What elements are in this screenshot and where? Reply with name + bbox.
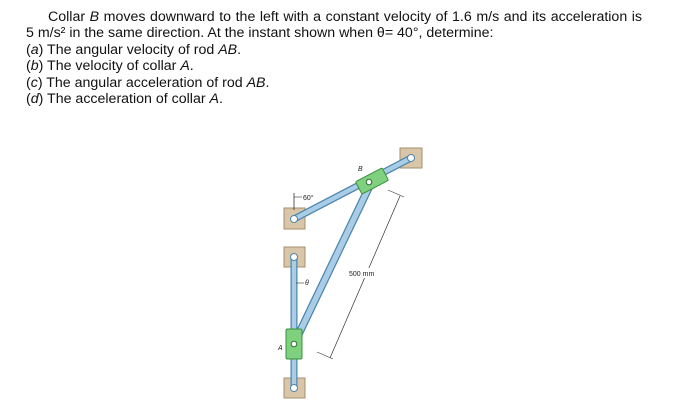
part-text: The angular velocity of rod xyxy=(43,41,219,58)
intro-text-2: moves downward to the left with a constant velocity of 1.6 m/s and its acceleration is 5 m/s² in the same direction. At the instant shown when θ= 40°, determine: xyxy=(26,9,643,42)
part-letter: c xyxy=(30,74,38,91)
part-text: The angular acceleration of rod xyxy=(42,74,247,91)
part-var: AB xyxy=(218,41,238,58)
angle-label: 60° xyxy=(303,195,314,202)
part-end: . xyxy=(218,91,223,108)
pin-a xyxy=(291,341,297,347)
part-end: . xyxy=(189,58,194,75)
intro-text-1: Collar xyxy=(48,9,90,25)
part-end: . xyxy=(265,74,270,91)
rod-ab xyxy=(294,181,375,344)
pin-b xyxy=(366,179,372,185)
pin-top-right xyxy=(408,155,415,162)
dimension-extension-lower xyxy=(317,352,333,359)
part-var: AB xyxy=(246,74,266,91)
label-b: B xyxy=(358,166,363,173)
label-a: A xyxy=(278,345,283,352)
part-letter: a xyxy=(30,41,39,58)
question-part-c: (c) The angular acceleration of rod AB. xyxy=(26,74,270,91)
part-text: The velocity of collar xyxy=(43,58,181,75)
part-var: A xyxy=(209,91,219,108)
theta-label: θ xyxy=(305,280,309,287)
length-label: 500 mm xyxy=(349,271,375,278)
part-var: A xyxy=(180,58,190,75)
pin-bottom-left xyxy=(291,385,298,392)
pin-middle-left xyxy=(291,254,298,261)
part-end: . xyxy=(237,41,242,58)
pin-upper-left xyxy=(291,216,298,223)
intro-var-b: B xyxy=(89,9,100,25)
part-letter: b xyxy=(30,58,39,75)
question-part-d: (d) The acceleration of collar A. xyxy=(26,91,223,108)
part-letter: d xyxy=(30,91,39,108)
inclined-guide-rod xyxy=(294,158,411,219)
question-part-b: (b) The velocity of collar A. xyxy=(26,58,194,75)
part-text: The acceleration of collar xyxy=(43,91,210,108)
question-part-a: (a) The angular velocity of rod AB. xyxy=(26,41,242,58)
dimension-extension-upper xyxy=(388,190,404,197)
